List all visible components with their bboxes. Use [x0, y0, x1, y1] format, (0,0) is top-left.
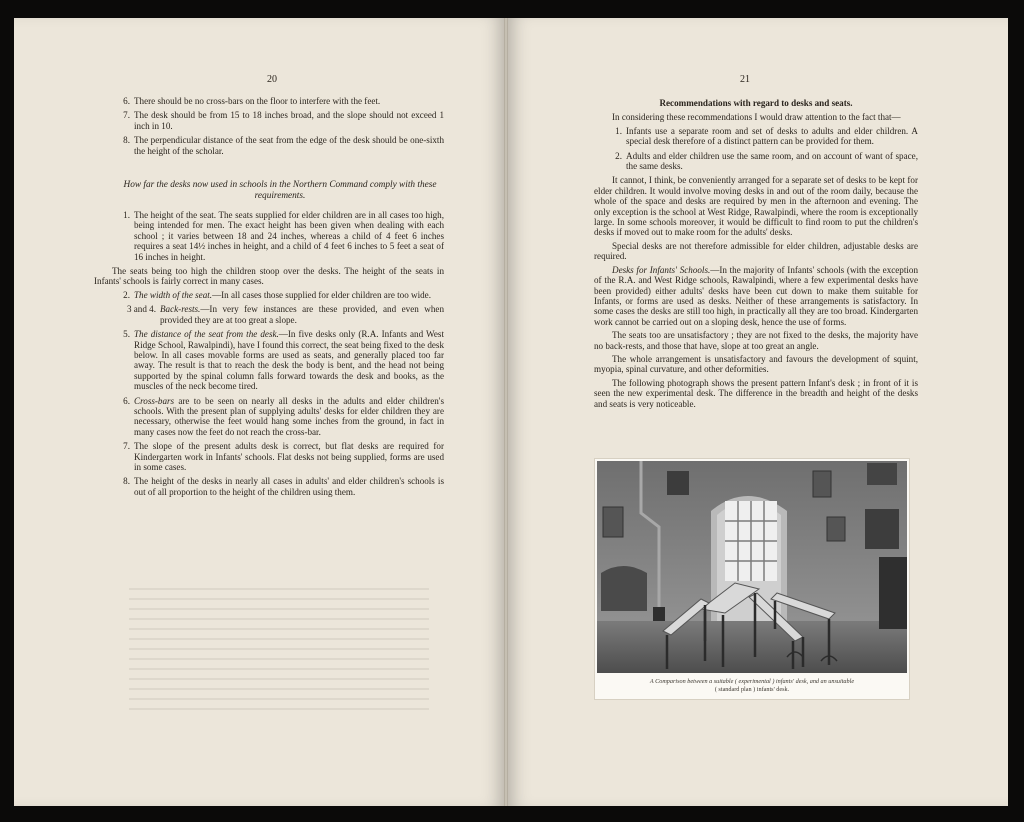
paragraph: In considering these recommendations I would draw attention to the fact that— — [612, 112, 901, 123]
photograph-plate — [594, 458, 910, 700]
section-heading: How far the desks now used in schools in the Northern Command comply with these requirements. — [123, 180, 437, 202]
list-item: 7. The desk should be from 15 to 18 inches broad, and the slope should not exceed 1 inch in 10. — [123, 110, 444, 131]
list-item: 8. The height of the desks in nearly all cases in adults' and elder children's schools is out of all proportion to the height of the children using them. — [123, 476, 444, 497]
list-item: 8. The perpendicular distance of the seat from the edge of the desk should be one-sixth the height of the scholar. — [123, 135, 444, 156]
paragraph: Desks for Infants' Schools.—In the majority of Infants' schools (with the exception of the R.A. and West Ridge schools, Rawalpindi, where a few experimental desks have been provided) either adults' desks have been cut down to make them suitable for Infants, or forms are used as desks. Neither of these arrangements is satisfactory. In some cases the desks are still too high, in practically all they are too broad. Kindergarten work cannot be carried out on a sloping desk, hence the use of forms. — [594, 264, 919, 327]
bleed-through-text — [129, 588, 429, 718]
section-heading: Recommendations with regard to desks and seats. — [659, 98, 853, 108]
page-number-left: 20 — [267, 74, 277, 85]
list-item: 7. The slope of the present adults desk is correct, but flat desks are required for Kindergarten work in Infants' schools. Flat desks not being supplied, forms are used in some cases. — [123, 441, 444, 472]
paragraph: The seats being too high the children stoop over the desks. The height of the seats in Infants' schools is fairly correct in many cases. — [94, 266, 444, 287]
left-page — [14, 18, 504, 806]
list-item: 2. The width of the seat.—In all cases those supplied for elder children are too wide. — [123, 289, 431, 300]
paragraph: The whole arrangement is unsatisfactory and favours the development of squint, myopia, spinal curvature, and other deformities. — [594, 353, 918, 375]
list-item: 2. Adults and elder children use the same room, and on account of want of space, the same desks. — [615, 150, 918, 172]
list-item: 1. The height of the seat. The seats supplied for elder children are in all cases too high, being intended for men. The exact height has been given when dealing with each school ; it varies between 18 and 24 inches, whereas a child of 4 feet 6 inches requires a seat 14½ inches in height, and a child of 4 feet 6 inches to 5 feet a seat of 16 inches in height. — [123, 210, 444, 262]
list-item: 1. Infants use a separate room and set of desks to adults and elder children. A special desk therefore of a distinct pattern can be provided for them. — [615, 125, 918, 147]
paragraph: Special desks are not therefore admissible for elder children, adjustable desks are required. — [594, 240, 918, 262]
left-text-column — [94, 96, 444, 501]
right-page — [508, 18, 1008, 806]
list-item: 3 and 4. Back-rests.—In very few instances are these provided, and even when provided they are at too great a slope. — [126, 304, 444, 325]
classroom-photograph — [597, 461, 907, 673]
page-number-right: 21 — [740, 74, 750, 85]
paragraph: The seats too are unsatisfactory ; they are not fixed to the desks, the majority have no back-rests, and those that have, slope at too great an angle. — [594, 330, 918, 351]
right-text-column — [594, 98, 918, 412]
classroom-desks-illustration — [597, 461, 907, 673]
list-item: 5. The distance of the seat from the desk.—In five desks only (R.A. Infants and West Ridge School, Rawalpindi), have I found this correct, the seat being fixed to the desk below. In all cases movable forms are used as seats, and generally placed too far away. The result is that to reach the desk the body is bent, and the head not being supported by the spinal column falls forward towards the desk and books, as the muscles of the neck become tired. — [123, 329, 444, 392]
paragraph: It cannot, I think, be conveniently arranged for a separate set of desks to be kept for elder children. It would involve moving desks in and out of the room daily, because the whole of the space and desks are required by men in the afternoon and evening. The only exception is the school at West Ridge, Rawalpindi, where the room is exceptionally large. In some schools moreover, it would be difficult to find room to put the children's desks if moved out to make room for the adults' desks. — [594, 175, 918, 238]
list-item: 6. Cross-bars are to be seen on nearly all desks in the adults and elder children's schools. With the present plan of supplying adults' desks for elder children they are necessary, otherwise the feet would hang some inches from the ground, in fact in many cases now the feet do not reach the cross-bar. — [123, 395, 444, 437]
list-item: 6. There should be no cross-bars on the floor to interfere with the feet. — [123, 96, 381, 106]
paragraph: The following photograph shows the present pattern Infant's desk ; in front of it is seen the new experimental desk. The difference in the breadth and height of the desks and seats is very noticeable. — [594, 377, 918, 409]
photo-caption: A Comparison between a suitable ( experimental ) infants' desk, and an unsuitable ( standard plan ) infants' desk. — [649, 678, 855, 693]
